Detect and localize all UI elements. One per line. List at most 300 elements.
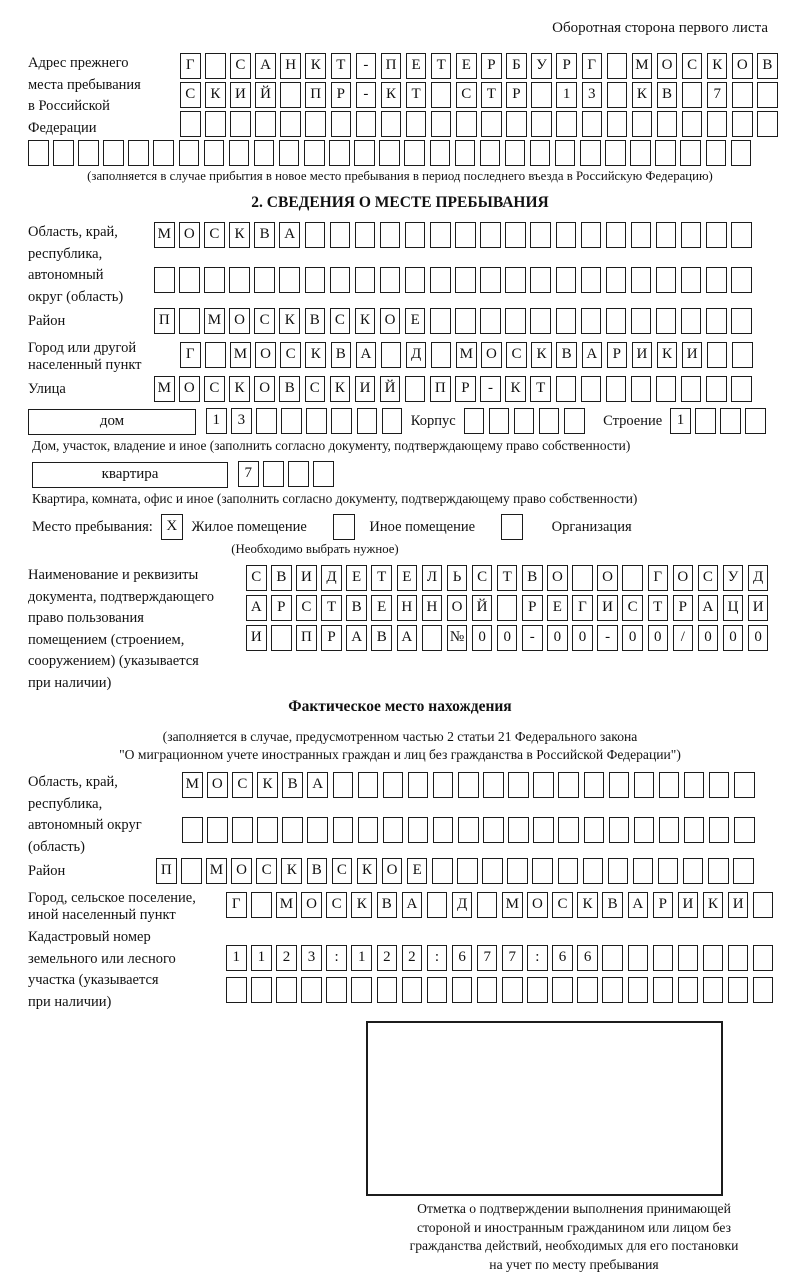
form-cell[interactable] xyxy=(634,772,655,798)
form-cell[interactable] xyxy=(733,858,754,884)
form-cell[interactable]: М xyxy=(182,772,203,798)
form-cell[interactable]: Д xyxy=(406,342,427,368)
form-cell[interactable] xyxy=(256,408,277,434)
form-cell[interactable] xyxy=(431,111,452,137)
form-cell[interactable] xyxy=(753,892,774,918)
form-cell[interactable]: Г xyxy=(582,53,603,79)
form-cell[interactable] xyxy=(128,140,149,166)
form-cell[interactable]: К xyxy=(351,892,372,918)
form-cell[interactable] xyxy=(280,82,301,108)
form-cell[interactable] xyxy=(732,342,753,368)
form-cell[interactable] xyxy=(706,267,727,293)
form-cell[interactable] xyxy=(632,111,653,137)
form-cell[interactable]: Е xyxy=(346,565,367,591)
form-cell[interactable] xyxy=(695,408,716,434)
form-cell[interactable] xyxy=(706,140,727,166)
form-cell[interactable]: С xyxy=(698,565,719,591)
form-cell[interactable] xyxy=(508,817,529,843)
form-cell[interactable]: 1 xyxy=(206,408,227,434)
form-cell[interactable]: Т xyxy=(321,595,342,621)
form-cell[interactable]: 0 xyxy=(698,625,719,651)
form-cell[interactable] xyxy=(602,977,623,1003)
form-cell[interactable] xyxy=(581,308,602,334)
form-cell[interactable]: М xyxy=(154,222,175,248)
form-cell[interactable]: И xyxy=(632,342,653,368)
form-cell[interactable]: Е xyxy=(407,858,428,884)
form-cell[interactable] xyxy=(430,222,451,248)
form-cell[interactable] xyxy=(682,111,703,137)
form-cell[interactable]: 2 xyxy=(276,945,297,971)
form-cell[interactable]: Е xyxy=(371,595,392,621)
form-cell[interactable] xyxy=(530,308,551,334)
form-cell[interactable]: А xyxy=(255,53,276,79)
form-cell[interactable]: В xyxy=(377,892,398,918)
form-cell[interactable] xyxy=(631,222,652,248)
form-cell[interactable] xyxy=(703,977,724,1003)
form-cell[interactable] xyxy=(608,858,629,884)
form-cell[interactable]: 2 xyxy=(402,945,423,971)
form-cell[interactable]: О xyxy=(447,595,468,621)
form-cell[interactable]: Р xyxy=(673,595,694,621)
form-cell[interactable] xyxy=(433,817,454,843)
form-cell[interactable] xyxy=(533,817,554,843)
form-cell[interactable] xyxy=(507,858,528,884)
form-cell[interactable]: О xyxy=(673,565,694,591)
form-cell[interactable] xyxy=(355,222,376,248)
form-cell[interactable] xyxy=(531,111,552,137)
form-cell[interactable] xyxy=(706,376,727,402)
form-cell[interactable]: В xyxy=(346,595,367,621)
form-cell[interactable]: В xyxy=(657,82,678,108)
form-cell[interactable] xyxy=(609,817,630,843)
form-cell[interactable] xyxy=(306,408,327,434)
form-cell[interactable] xyxy=(333,772,354,798)
form-cell[interactable] xyxy=(229,140,250,166)
form-cell[interactable]: Г xyxy=(226,892,247,918)
form-cell[interactable] xyxy=(480,267,501,293)
form-cell[interactable] xyxy=(655,140,676,166)
form-cell[interactable]: С xyxy=(180,82,201,108)
form-cell[interactable] xyxy=(422,625,443,651)
form-cell[interactable] xyxy=(731,308,752,334)
form-cell[interactable] xyxy=(728,977,749,1003)
form-cell[interactable] xyxy=(533,772,554,798)
form-cell[interactable] xyxy=(539,408,560,434)
form-cell[interactable] xyxy=(681,376,702,402)
form-cell[interactable] xyxy=(458,772,479,798)
form-cell[interactable] xyxy=(577,977,598,1003)
form-cell[interactable]: К xyxy=(703,892,724,918)
form-cell[interactable] xyxy=(506,111,527,137)
form-cell[interactable] xyxy=(584,772,605,798)
form-cell[interactable]: М xyxy=(632,53,653,79)
form-cell[interactable]: Р xyxy=(506,82,527,108)
form-cell[interactable]: С xyxy=(230,53,251,79)
form-cell[interactable] xyxy=(481,111,502,137)
form-cell[interactable]: Р xyxy=(653,892,674,918)
form-cell[interactable] xyxy=(580,140,601,166)
form-cell[interactable] xyxy=(380,222,401,248)
form-cell[interactable] xyxy=(305,267,326,293)
form-cell[interactable] xyxy=(757,111,778,137)
form-cell[interactable] xyxy=(205,53,226,79)
form-cell[interactable] xyxy=(480,140,501,166)
form-cell[interactable] xyxy=(455,140,476,166)
form-cell[interactable] xyxy=(606,376,627,402)
form-cell[interactable] xyxy=(556,376,577,402)
form-cell[interactable]: К xyxy=(305,53,326,79)
form-cell[interactable]: 7 xyxy=(502,945,523,971)
form-cell[interactable]: С xyxy=(552,892,573,918)
form-cell[interactable] xyxy=(631,376,652,402)
form-cell[interactable] xyxy=(354,140,375,166)
form-cell[interactable]: К xyxy=(357,858,378,884)
form-cell[interactable]: К xyxy=(279,308,300,334)
form-cell[interactable]: Т xyxy=(331,53,352,79)
form-cell[interactable]: В xyxy=(307,858,328,884)
form-cell[interactable] xyxy=(606,267,627,293)
form-cell[interactable]: Р xyxy=(455,376,476,402)
form-cell[interactable] xyxy=(482,858,503,884)
form-cell[interactable] xyxy=(555,140,576,166)
form-cell[interactable]: И xyxy=(230,82,251,108)
form-cell[interactable] xyxy=(584,817,605,843)
form-cell[interactable]: С xyxy=(280,342,301,368)
form-cell[interactable]: О xyxy=(732,53,753,79)
form-cell[interactable]: Г xyxy=(180,342,201,368)
form-cell[interactable] xyxy=(279,140,300,166)
form-cell[interactable] xyxy=(558,858,579,884)
form-cell[interactable] xyxy=(581,267,602,293)
form-cell[interactable] xyxy=(514,408,535,434)
form-cell[interactable]: А xyxy=(307,772,328,798)
form-cell[interactable]: П xyxy=(154,308,175,334)
form-cell[interactable]: М xyxy=(204,308,225,334)
form-cell[interactable] xyxy=(427,892,448,918)
form-cell[interactable]: С xyxy=(246,565,267,591)
form-cell[interactable] xyxy=(207,817,228,843)
form-cell[interactable] xyxy=(734,772,755,798)
form-cell[interactable]: О xyxy=(547,565,568,591)
form-cell[interactable] xyxy=(527,977,548,1003)
form-cell[interactable] xyxy=(728,945,749,971)
form-cell[interactable]: И xyxy=(597,595,618,621)
form-cell[interactable]: П xyxy=(305,82,326,108)
form-cell[interactable]: У xyxy=(531,53,552,79)
form-cell[interactable]: В xyxy=(305,308,326,334)
form-cell[interactable] xyxy=(745,408,766,434)
form-cell[interactable]: И xyxy=(682,342,703,368)
form-cell[interactable] xyxy=(659,772,680,798)
form-cell[interactable]: 0 xyxy=(723,625,744,651)
form-cell[interactable] xyxy=(408,772,429,798)
form-cell[interactable]: Д xyxy=(452,892,473,918)
form-cell[interactable] xyxy=(558,817,579,843)
form-cell[interactable] xyxy=(552,977,573,1003)
form-cell[interactable] xyxy=(681,222,702,248)
form-cell[interactable] xyxy=(305,111,326,137)
form-cell[interactable] xyxy=(383,817,404,843)
form-cell[interactable] xyxy=(477,977,498,1003)
form-cell[interactable]: О xyxy=(179,376,200,402)
form-cell[interactable]: Т xyxy=(406,82,427,108)
form-cell[interactable] xyxy=(680,140,701,166)
form-cell[interactable] xyxy=(53,140,74,166)
form-cell[interactable]: 1 xyxy=(251,945,272,971)
form-cell[interactable] xyxy=(609,772,630,798)
form-cell[interactable] xyxy=(280,111,301,137)
form-cell[interactable]: А xyxy=(346,625,367,651)
form-cell[interactable] xyxy=(179,308,200,334)
form-cell[interactable]: К xyxy=(305,342,326,368)
apartment-box[interactable]: квартира xyxy=(32,462,228,488)
form-cell[interactable] xyxy=(377,977,398,1003)
form-cell[interactable] xyxy=(656,376,677,402)
form-cell[interactable] xyxy=(581,376,602,402)
form-cell[interactable]: К xyxy=(355,308,376,334)
form-cell[interactable]: П xyxy=(381,53,402,79)
form-cell[interactable]: М xyxy=(230,342,251,368)
form-cell[interactable]: 3 xyxy=(231,408,252,434)
form-cell[interactable]: О xyxy=(382,858,403,884)
form-cell[interactable]: 0 xyxy=(472,625,493,651)
form-cell[interactable]: Т xyxy=(648,595,669,621)
form-cell[interactable] xyxy=(731,140,752,166)
form-cell[interactable]: А xyxy=(246,595,267,621)
form-cell[interactable] xyxy=(28,140,49,166)
form-cell[interactable] xyxy=(634,817,655,843)
form-cell[interactable]: С xyxy=(472,565,493,591)
form-cell[interactable]: В xyxy=(254,222,275,248)
form-cell[interactable]: 3 xyxy=(301,945,322,971)
form-cell[interactable] xyxy=(181,858,202,884)
form-cell[interactable]: Н xyxy=(397,595,418,621)
form-cell[interactable] xyxy=(78,140,99,166)
form-cell[interactable]: Б xyxy=(506,53,527,79)
checkbox-organization[interactable] xyxy=(501,514,523,540)
form-cell[interactable] xyxy=(381,342,402,368)
form-cell[interactable]: Р xyxy=(331,82,352,108)
form-cell[interactable] xyxy=(684,817,705,843)
form-cell[interactable] xyxy=(232,817,253,843)
form-cell[interactable]: И xyxy=(355,376,376,402)
form-cell[interactable]: 0 xyxy=(748,625,769,651)
form-cell[interactable]: / xyxy=(673,625,694,651)
form-cell[interactable]: 2 xyxy=(377,945,398,971)
form-cell[interactable]: С xyxy=(506,342,527,368)
form-cell[interactable] xyxy=(255,111,276,137)
form-cell[interactable]: О xyxy=(657,53,678,79)
form-cell[interactable] xyxy=(753,945,774,971)
form-cell[interactable] xyxy=(204,267,225,293)
form-cell[interactable] xyxy=(633,858,654,884)
form-cell[interactable]: С xyxy=(254,308,275,334)
form-cell[interactable] xyxy=(379,140,400,166)
form-cell[interactable] xyxy=(405,222,426,248)
form-cell[interactable]: 6 xyxy=(577,945,598,971)
house-box[interactable]: дом xyxy=(28,409,196,435)
form-cell[interactable] xyxy=(556,111,577,137)
form-cell[interactable]: Р xyxy=(522,595,543,621)
form-cell[interactable]: М xyxy=(456,342,477,368)
form-cell[interactable] xyxy=(455,267,476,293)
form-cell[interactable]: С xyxy=(204,222,225,248)
form-cell[interactable] xyxy=(731,267,752,293)
form-cell[interactable]: К xyxy=(229,376,250,402)
form-cell[interactable] xyxy=(382,408,403,434)
form-cell[interactable] xyxy=(351,977,372,1003)
form-cell[interactable] xyxy=(305,222,326,248)
form-cell[interactable] xyxy=(708,858,729,884)
form-cell[interactable]: М xyxy=(276,892,297,918)
form-cell[interactable] xyxy=(606,308,627,334)
form-cell[interactable] xyxy=(271,625,292,651)
form-cell[interactable]: Л xyxy=(422,565,443,591)
form-cell[interactable] xyxy=(703,945,724,971)
form-cell[interactable]: - xyxy=(522,625,543,651)
form-cell[interactable] xyxy=(753,977,774,1003)
form-cell[interactable]: Т xyxy=(371,565,392,591)
form-cell[interactable] xyxy=(653,945,674,971)
form-cell[interactable] xyxy=(464,408,485,434)
form-cell[interactable] xyxy=(254,140,275,166)
form-cell[interactable] xyxy=(179,140,200,166)
form-cell[interactable] xyxy=(405,267,426,293)
form-cell[interactable] xyxy=(251,977,272,1003)
form-cell[interactable] xyxy=(288,461,309,487)
form-cell[interactable] xyxy=(505,222,526,248)
form-cell[interactable] xyxy=(684,772,705,798)
form-cell[interactable]: Е xyxy=(397,565,418,591)
form-cell[interactable] xyxy=(205,342,226,368)
form-cell[interactable]: С xyxy=(204,376,225,402)
form-cell[interactable]: - xyxy=(480,376,501,402)
form-cell[interactable]: 1 xyxy=(351,945,372,971)
form-cell[interactable] xyxy=(313,461,334,487)
form-cell[interactable]: 6 xyxy=(552,945,573,971)
form-cell[interactable]: : xyxy=(326,945,347,971)
form-cell[interactable] xyxy=(556,267,577,293)
form-cell[interactable] xyxy=(179,267,200,293)
form-cell[interactable]: И xyxy=(748,595,769,621)
form-cell[interactable]: К xyxy=(505,376,526,402)
form-cell[interactable]: 1 xyxy=(670,408,691,434)
form-cell[interactable]: 0 xyxy=(622,625,643,651)
form-cell[interactable]: М xyxy=(206,858,227,884)
form-cell[interactable] xyxy=(583,858,604,884)
form-cell[interactable] xyxy=(531,82,552,108)
form-cell[interactable] xyxy=(326,977,347,1003)
form-cell[interactable] xyxy=(681,308,702,334)
form-cell[interactable] xyxy=(356,111,377,137)
form-cell[interactable]: В xyxy=(271,565,292,591)
form-cell[interactable]: Й xyxy=(255,82,276,108)
form-cell[interactable] xyxy=(330,222,351,248)
form-cell[interactable]: Р xyxy=(321,625,342,651)
form-cell[interactable]: К xyxy=(229,222,250,248)
form-cell[interactable]: О xyxy=(527,892,548,918)
form-cell[interactable] xyxy=(204,140,225,166)
form-cell[interactable]: О xyxy=(380,308,401,334)
form-cell[interactable]: Й xyxy=(380,376,401,402)
form-cell[interactable]: К xyxy=(381,82,402,108)
form-cell[interactable]: Е xyxy=(547,595,568,621)
form-cell[interactable]: - xyxy=(597,625,618,651)
form-cell[interactable] xyxy=(103,140,124,166)
form-cell[interactable] xyxy=(658,858,679,884)
form-cell[interactable] xyxy=(602,945,623,971)
form-cell[interactable] xyxy=(630,140,651,166)
form-cell[interactable] xyxy=(276,977,297,1003)
form-cell[interactable] xyxy=(383,772,404,798)
form-cell[interactable] xyxy=(530,267,551,293)
form-cell[interactable]: И xyxy=(296,565,317,591)
form-cell[interactable] xyxy=(331,408,352,434)
form-cell[interactable] xyxy=(731,222,752,248)
form-cell[interactable] xyxy=(205,111,226,137)
form-cell[interactable]: А xyxy=(402,892,423,918)
form-cell[interactable]: Г xyxy=(180,53,201,79)
form-cell[interactable]: 0 xyxy=(648,625,669,651)
form-cell[interactable] xyxy=(659,817,680,843)
form-cell[interactable] xyxy=(182,817,203,843)
form-cell[interactable]: В xyxy=(371,625,392,651)
form-cell[interactable] xyxy=(254,267,275,293)
form-cell[interactable] xyxy=(734,817,755,843)
form-cell[interactable]: А xyxy=(628,892,649,918)
form-cell[interactable]: К xyxy=(632,82,653,108)
form-cell[interactable] xyxy=(572,565,593,591)
form-cell[interactable] xyxy=(508,772,529,798)
form-cell[interactable] xyxy=(607,53,628,79)
form-cell[interactable] xyxy=(331,111,352,137)
form-cell[interactable]: 7 xyxy=(477,945,498,971)
form-cell[interactable]: А xyxy=(397,625,418,651)
form-cell[interactable] xyxy=(732,82,753,108)
form-cell[interactable] xyxy=(657,111,678,137)
form-cell[interactable]: В xyxy=(757,53,778,79)
form-cell[interactable]: В xyxy=(279,376,300,402)
form-cell[interactable] xyxy=(153,140,174,166)
form-cell[interactable] xyxy=(430,267,451,293)
form-cell[interactable] xyxy=(480,222,501,248)
form-cell[interactable]: О xyxy=(207,772,228,798)
form-cell[interactable]: Ц xyxy=(723,595,744,621)
form-cell[interactable] xyxy=(505,140,526,166)
form-cell[interactable]: Е xyxy=(406,53,427,79)
form-cell[interactable] xyxy=(502,977,523,1003)
form-cell[interactable]: Т xyxy=(497,565,518,591)
form-cell[interactable]: С xyxy=(232,772,253,798)
form-cell[interactable] xyxy=(656,222,677,248)
form-cell[interactable] xyxy=(452,977,473,1003)
form-cell[interactable]: К xyxy=(330,376,351,402)
form-cell[interactable] xyxy=(731,376,752,402)
form-cell[interactable]: А xyxy=(279,222,300,248)
form-cell[interactable] xyxy=(281,408,302,434)
form-cell[interactable] xyxy=(455,222,476,248)
form-cell[interactable]: 1 xyxy=(556,82,577,108)
form-cell[interactable] xyxy=(307,817,328,843)
form-cell[interactable] xyxy=(430,308,451,334)
form-cell[interactable] xyxy=(458,817,479,843)
form-cell[interactable] xyxy=(581,222,602,248)
form-cell[interactable] xyxy=(432,858,453,884)
form-cell[interactable]: 0 xyxy=(497,625,518,651)
form-cell[interactable] xyxy=(154,267,175,293)
form-cell[interactable]: П xyxy=(156,858,177,884)
form-cell[interactable] xyxy=(530,222,551,248)
